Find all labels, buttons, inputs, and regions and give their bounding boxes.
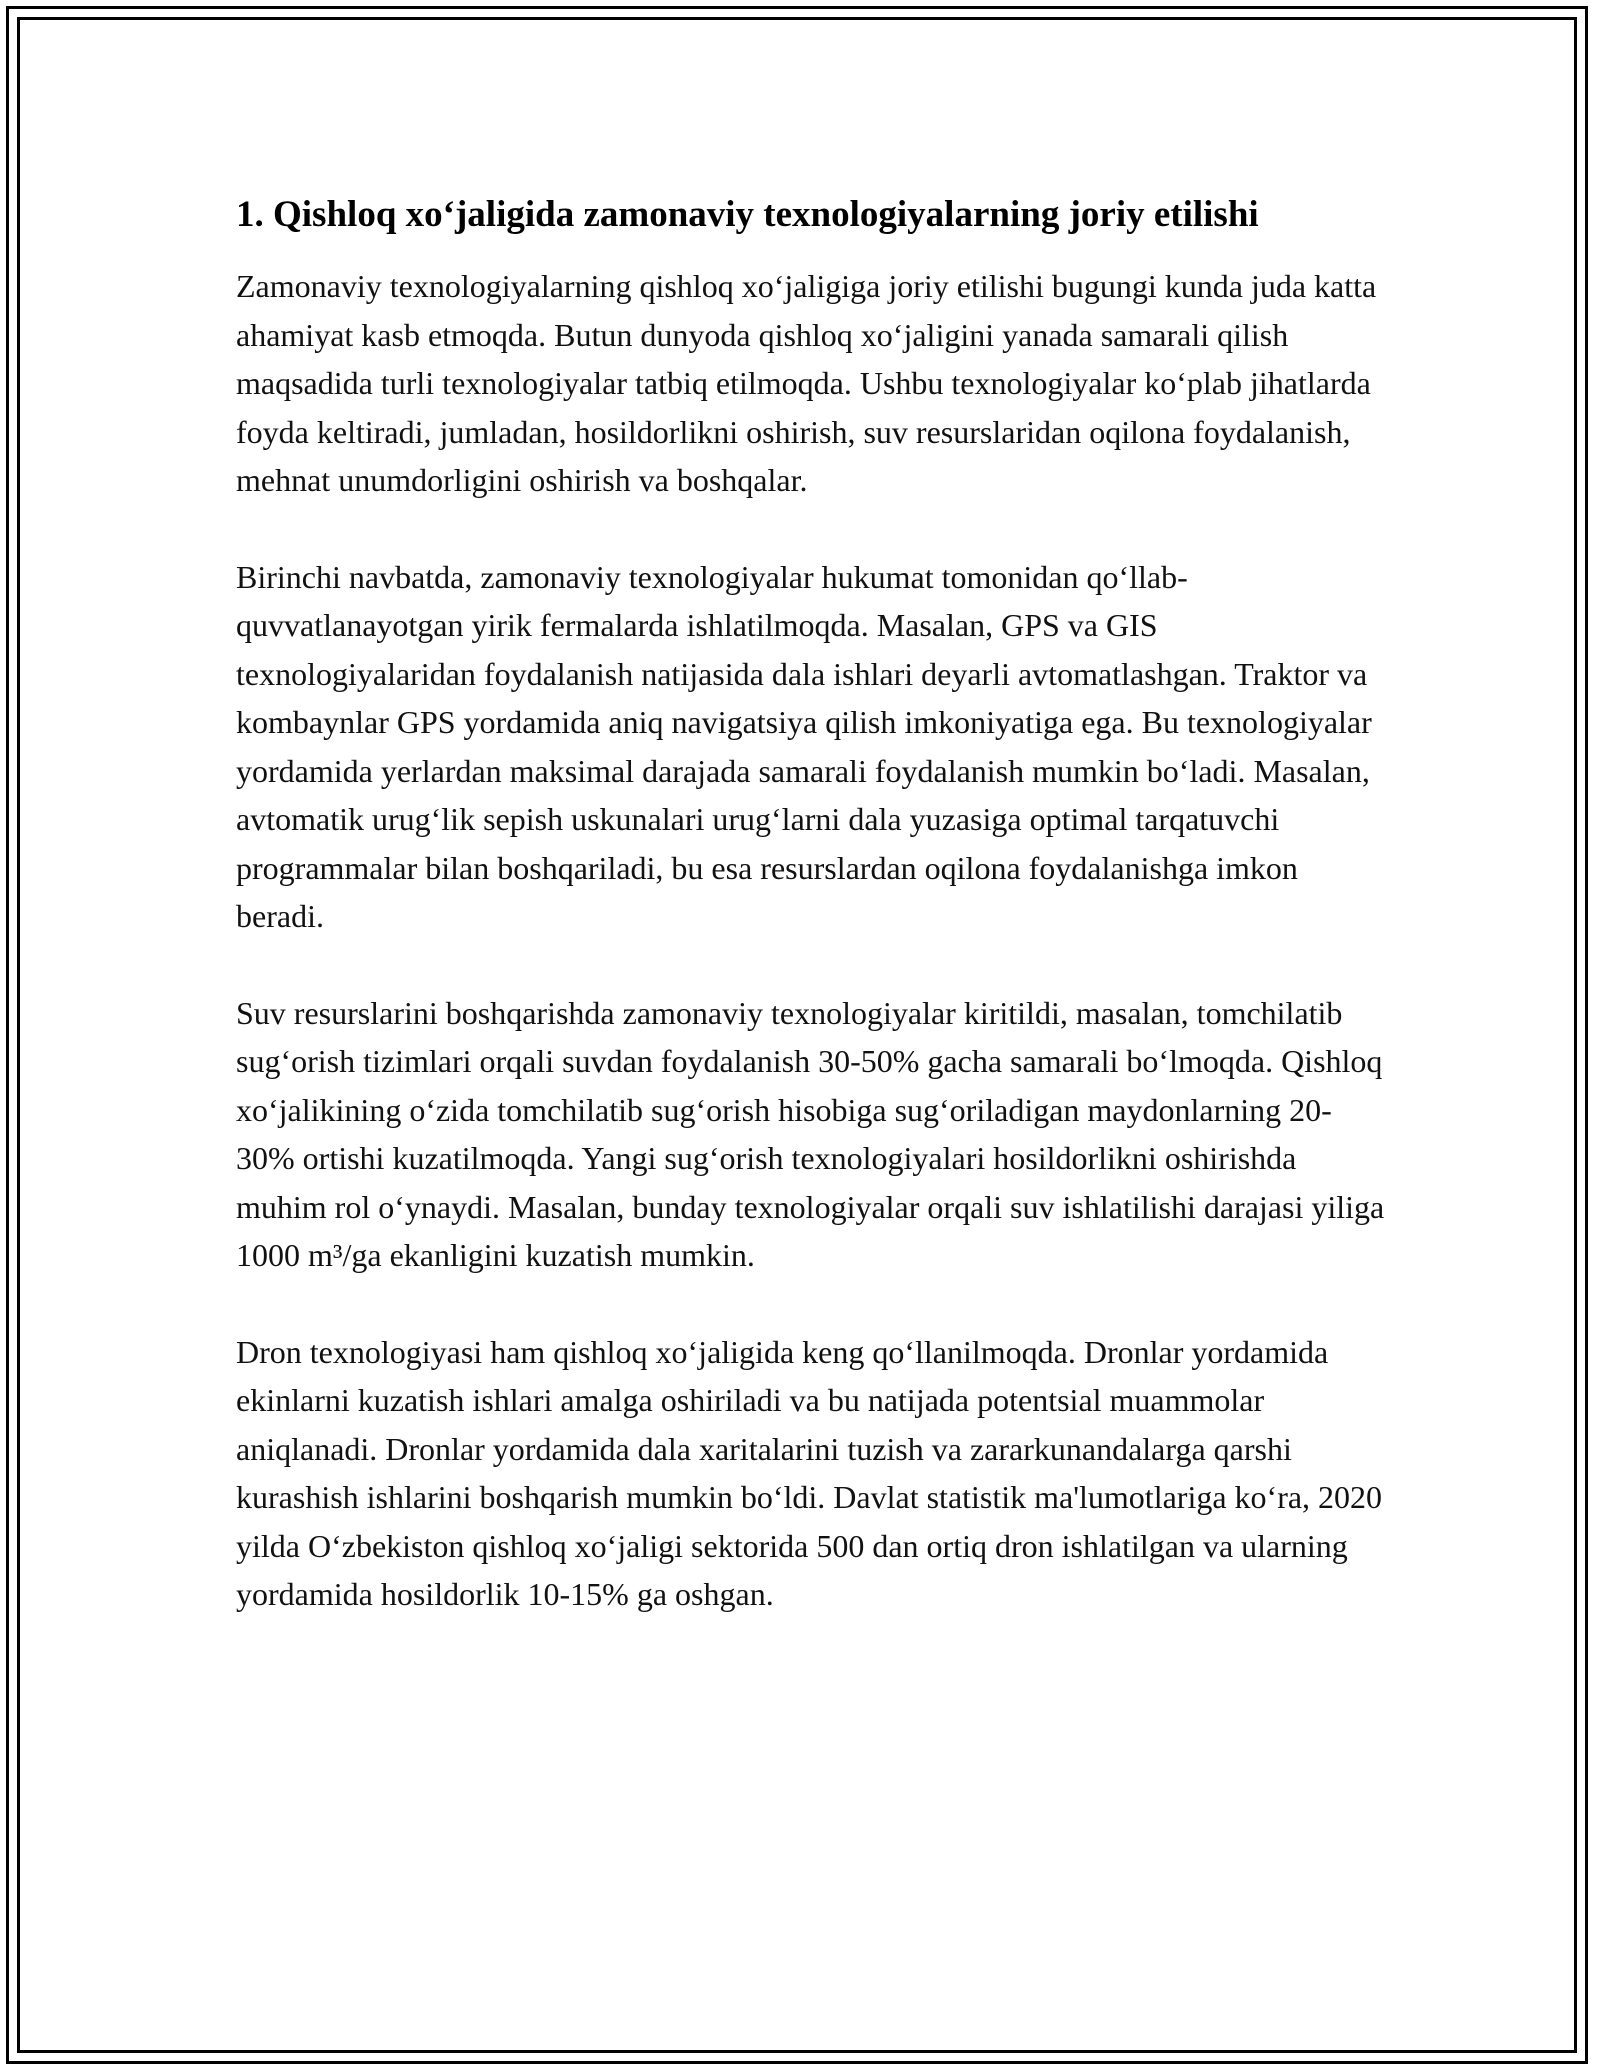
paragraph-gps-gis: Birinchi navbatda, zamonaviy texnologiyalar hukumat tomonidan qo‘llab-quvvatlanayotgan yirik fermalarda ishlatilmoqda. Masalan, GPS va GIS texnologiyalaridan foydalanish natijasida dala ishlari deyarli avtomatlashgan. Traktor va kombaynlar GPS yordamida aniq navigatsiya qilish imkoniyatiga ega. Bu texnologiyalar yordamida yerlardan maksimal darajada samarali foydalanish mumkin bo‘ladi. Masalan, avtomatik urug‘lik sepish uskunalari urug‘larni dala yuzasiga optimal tarqatuvchi programmalar bilan boshqariladi, bu esa resurslardan oqilona foydalanishga imkon beradi.: [236, 558, 1372, 934]
paragraph-intro: Zamonaviy texnologiyalarning qishloq xo‘jaligiga joriy etilishi bugungi kunda juda katta ahamiyat kasb etmoqda. Butun dunyoda qishloq xo‘jaligini yanada samarali qilish maqsadida turli texnologiyalar tatbiq etilmoqda. Ushbu texnologiyalar ko‘plab jihatlarda foyda keltiradi, jumladan, hosildorlikni oshirish, suv resurslaridan oqilona foydalanish, mehnat unumdorligini oshirish va boshqalar.: [236, 268, 1377, 498]
paragraph-drones: Dron texnologiyasi ham qishloq xo‘jaligida keng qo‘llanilmoqda. Dronlar yordamida ekinlarni kuzatish ishlari amalga oshiriladi va bu natijada potentsial muammolar aniqlanadi. Dronlar yordamida dala xaritalarini tuzish va zararkunandalarga qarshi kurashish ishlarini boshqarish mumkin bo‘ldi. Davlat statistik ma'lumotlariga ko‘ra, 2020 yilda O‘zbekiston qishloq xo‘jaligi sektorida 500 dan ortiq dron ishlatilgan va ularning yordamida hosildorlik 10-15% ga oshgan.: [236, 1333, 1383, 1612]
paragraph-irrigation: Suv resurslarini boshqarishda zamonaviy texnologiyalar kiritildi, masalan, tomchilatib sug‘orish tizimlari orqali suvdan foydalanish 30-50% gacha samarali bo‘lmoqda. Qishloq xo‘jalikining o‘zida tomchilatib sug‘orish hisobiga sug‘oriladigan maydonlarning 20-30% ortishi kuzatilmoqda. Yangi sug‘orish texnologiyalari hosildorlikni oshirishda muhim rol o‘ynaydi. Masalan, bunday texnologiyalar orqali suv ishlatilishi darajasi yiliga 1000 m³/ga ekanligini kuzatish mumkin.: [236, 994, 1385, 1273]
document-body: [236, 188, 1386, 1667]
section-title: 1. Qishloq xo‘jaligida zamonaviy texnologiyalarning joriy etilishi: [236, 194, 1259, 235]
